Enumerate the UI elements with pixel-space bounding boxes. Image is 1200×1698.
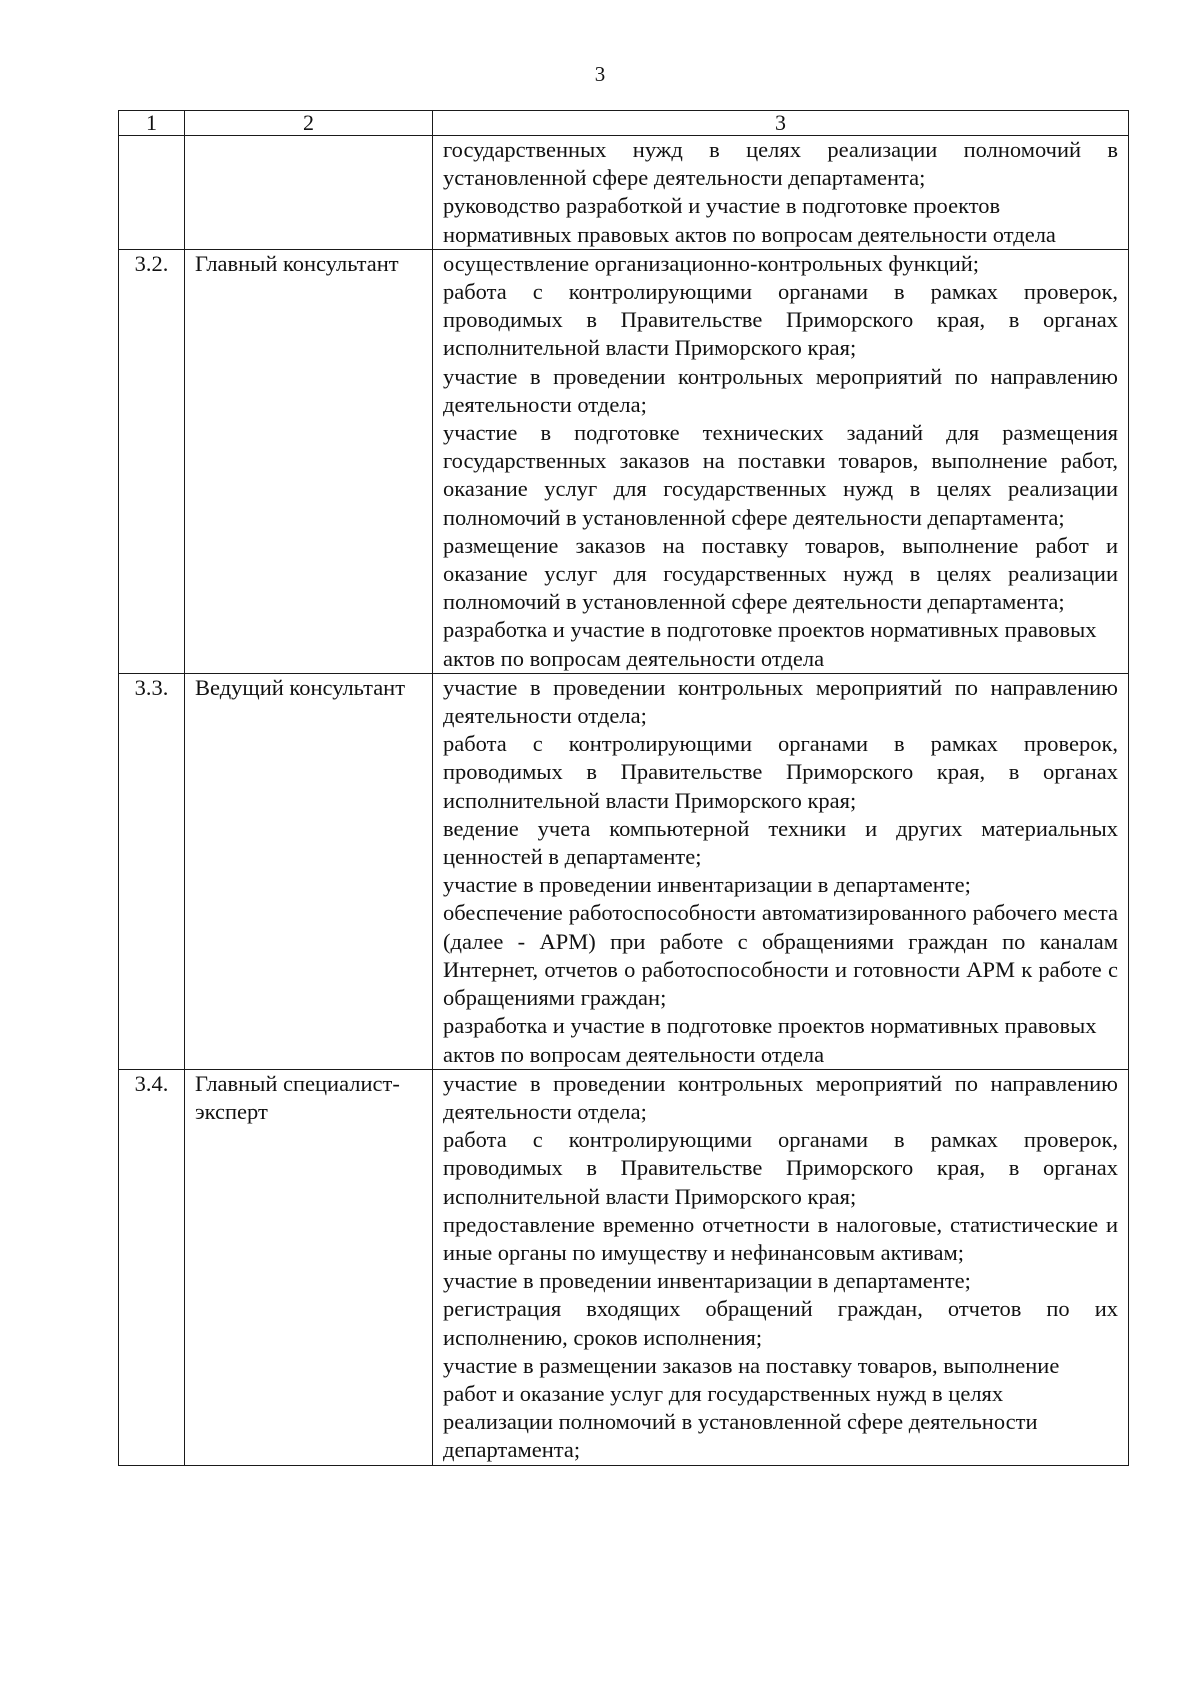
position-title: Ведущий консультант bbox=[185, 673, 433, 1069]
duty-item: разработка и участие в подготовке проектов нормативных правовых актов по вопросам деятельности отдела bbox=[443, 617, 1097, 671]
duty-item: регистрация входящих обращений граждан, отчетов по их исполнению, сроков исполнения; bbox=[443, 1296, 1118, 1350]
duty-item: участие в проведении инвентаризации в департаменте; bbox=[443, 872, 971, 898]
duties-table bbox=[118, 110, 1129, 1466]
position-title bbox=[185, 136, 433, 250]
duty-item: работа с контролирующими органами в рамках проверок, проводимых в Правительстве Приморского края, в органах исполнительной власти Приморского края; bbox=[443, 731, 1118, 813]
duty-item: руководство разработкой и участие в подготовке проектов нормативных правовых актов по вопросам деятельности отдела bbox=[443, 193, 1056, 247]
position-title: Главный консультант bbox=[185, 249, 433, 673]
duty-item: работа с контролирующими органами в рамках проверок, проводимых в Правительстве Приморского края, в органах исполнительной власти Приморского края; bbox=[443, 279, 1118, 361]
duty-item: участие в размещении заказов на поставку товаров, выполнение работ и оказание услуг для государственных нужд в целях реализации полномочий в установленной сфере деятельности департамента; bbox=[443, 1352, 1060, 1463]
row-number: 3.2. bbox=[119, 249, 185, 673]
table-row bbox=[119, 673, 1129, 1069]
column-header-2: 2 bbox=[185, 111, 433, 136]
table-row bbox=[119, 136, 1129, 250]
duty-item: участие в проведении контрольных мероприятий по направлению деятельности отдела; bbox=[443, 1070, 1118, 1124]
table-row bbox=[119, 1069, 1129, 1465]
row-number bbox=[119, 136, 185, 250]
duty-item: участие в проведении контрольных мероприятий по направлению деятельности отдела; bbox=[443, 674, 1118, 729]
duties-cell bbox=[433, 136, 1129, 250]
duty-item: участие в проведении контрольных мероприятий по направлению деятельности отдела; bbox=[443, 363, 1118, 417]
duties-cell bbox=[433, 249, 1129, 673]
duty-item: предоставление временно отчетности в налоговые, статистические и иные органы по имуществу и нефинансовым активам; bbox=[443, 1211, 1118, 1265]
column-header-3: 3 bbox=[433, 111, 1129, 136]
duty-item: участие в проведении инвентаризации в департаменте; bbox=[443, 1268, 971, 1294]
table-row bbox=[119, 249, 1129, 673]
duty-item: осуществление организационно-контрольных функций; bbox=[443, 250, 980, 276]
table-header-row bbox=[119, 111, 1129, 136]
position-title: Главный специалист-эксперт bbox=[185, 1069, 433, 1465]
duty-item: работа с контролирующими органами в рамках проверок, проводимых в Правительстве Приморского края, в органах исполнительной власти Приморского края; bbox=[443, 1127, 1118, 1209]
column-header-1: 1 bbox=[119, 111, 185, 136]
duty-item: участие в подготовке технических заданий для размещения государственных заказов на поставки товаров, выполнение работ, оказание услуг для государственных нужд в целях реализации полномочий в установленной сфере деятельности департамента; bbox=[443, 420, 1118, 530]
page-number: 3 bbox=[594, 62, 606, 86]
duties-cell bbox=[433, 673, 1129, 1069]
row-number: 3.4. bbox=[119, 1069, 185, 1465]
duty-item: ведение учета компьютерной техники и других материальных ценностей в департаменте; bbox=[443, 815, 1118, 870]
duty-item: размещение заказов на поставку товаров, выполнение работ и оказание услуг для государственных нужд в целях реализации полномочий в установленной сфере деятельности департамента; bbox=[443, 532, 1118, 615]
duties-cell bbox=[433, 1069, 1129, 1465]
row-number: 3.3. bbox=[119, 673, 185, 1069]
duty-item: обеспечение работоспособности автоматизированного рабочего места (далее - АРМ) при работе с обращениями граждан по каналам Интернет, отчетов о работоспособности и готовности АРМ к работе с обращениями граждан; bbox=[443, 900, 1118, 1011]
duty-item: государственных нужд в целях реализации полномочий в установленной сфере деятельности департамента; bbox=[443, 137, 1118, 191]
duty-item: разработка и участие в подготовке проектов нормативных правовых актов по вопросам деятельности отдела bbox=[443, 1013, 1097, 1067]
